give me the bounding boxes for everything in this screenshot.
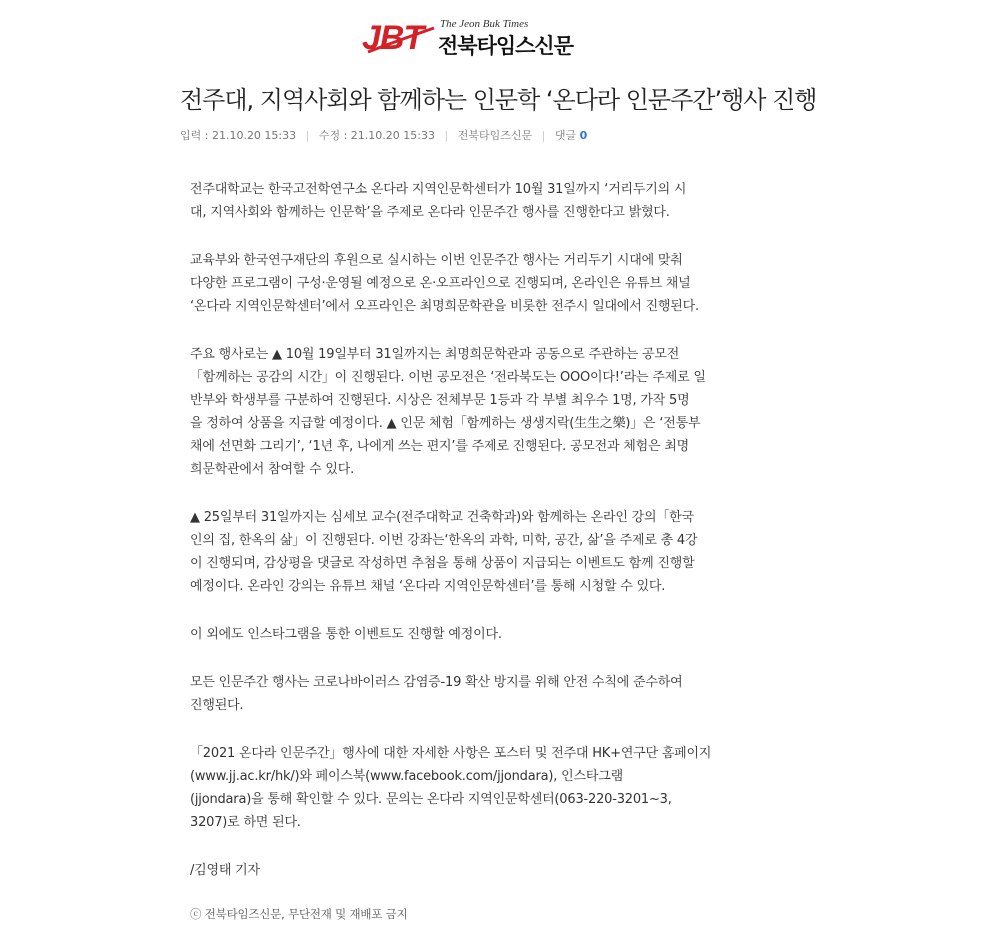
comments-count: 0 [579, 129, 588, 142]
modified-date: 수정 : 21.10.20 15:33 [318, 129, 435, 142]
meta-divider: | [541, 129, 546, 142]
logo-english-name: The Jeon Buk Times [440, 18, 529, 30]
article-paragraph: 이 외에도 인스타그램을 통한 이벤트도 진행할 예정이다. [190, 627, 502, 642]
comments-label: 댓글 [554, 129, 577, 142]
article-paragraph: 교육부와 한국연구재단의 후원으로 실시하는 이번 인문주간 행사는 거리두기 시대에 맞춰 다양한 프로그램이 구성·운영될 예정으로 온·오프라인으로 진행되며, 온라인은 유튜브 채널 ‘온다라 지역인문학센터’에서 오프라인은 최명희문학관을 비롯한 전주시 일대에서 진행된다. [190, 253, 699, 314]
input-date: 입력 : 21.10.20 15:33 [180, 129, 297, 142]
article-paragraph: 모든 인문주간 행사는 코로나바이러스 감염증-19 확산 방지를 위해 안전 수칙에 준수하여 진행된다. [190, 675, 683, 713]
meta-divider: | [305, 129, 310, 142]
article-paragraph: 「2021 온다라 인문주간」행사에 대한 자세한 사항은 포스터 및 전주대 HK+연구단 홈페이지 (www.jj.ac.kr/hk/)와 페이스북(www.facebook.com/jjondara), 인스타그램 (jjondara)을 통해 확인할 수 있다. 문의는 온다라 지역인문학센터(063-220-3201~3, 3207)로 하면 된다. [190, 746, 712, 830]
logo-korean-name: 전북타임스신문 [438, 34, 574, 58]
article-paragraph: ▲ 25일부터 31일까지는 심세보 교수(전주대학교 건축학과)와 함께하는 온라인 강의「한국 인의 집, 한옥의 삶」이 진행된다. 이번 강좌는‘한옥의 과학, 미학, 공간, 삶’을 주제로 총 4강 이 진행되며, 감상평을 댓글로 작성하면 추첨을 통해 상품이 지급되는 이벤트도 함께 진행할 예정이다. 온라인 강의는 유튜브 채널 ‘온다라 지역인문학센터’를 통해 시청할 수 있다. [190, 510, 698, 594]
site-logo[interactable] [362, 18, 602, 60]
article-paragraph: 전주대학교는 한국고전학연구소 온다라 지역인문학센터가 10월 31일까지 ‘거리두기의 시 대, 지역사회와 함께하는 인문학’을 주제로 온다라 인문주간 행사를 진행한다고 밝혔다. [190, 182, 687, 220]
comments-link[interactable] [555, 129, 587, 142]
article-byline: /김영태 기자 [190, 863, 260, 878]
article-body [190, 178, 790, 951]
article-title: 전주대, 지역사회와 함께하는 인문학 ‘온다라 인문주간’행사 진행 [180, 86, 817, 114]
meta-divider: | [444, 129, 449, 142]
article-paragraph: 주요 행사로는 ▲ 10월 19일부터 31일까지는 최명희문학관과 공동으로 주관하는 공모전 「함께하는 공감의 시간」이 진행된다. 이번 공모전은 ‘전라북도는 OOO이다!’라는 주제로 일 반부와 학생부를 구분하여 진행된다. 시상은 전체부문 1등과 각 부별 최우수 1명, 가작 5명 을 정하여 상품을 지급할 예정이다. ▲ 인문 체험「함께하는 생생지락(生生之樂)」은 ‘전통부 채에 선면화 그리기’, ‘1년 후, 나에게 쓰는 편지’를 주제로 진행된다. 공모전과 체험은 최명 희문학관에서 참여할 수 있다. [190, 347, 706, 477]
logo-mark: JBT [362, 19, 424, 57]
copyright-notice: ⓒ 전북타임즈신문, 무단전재 및 재배포 금지 [190, 907, 408, 921]
article-source: 전북타임즈신문 [457, 129, 533, 142]
article-meta [180, 127, 587, 143]
